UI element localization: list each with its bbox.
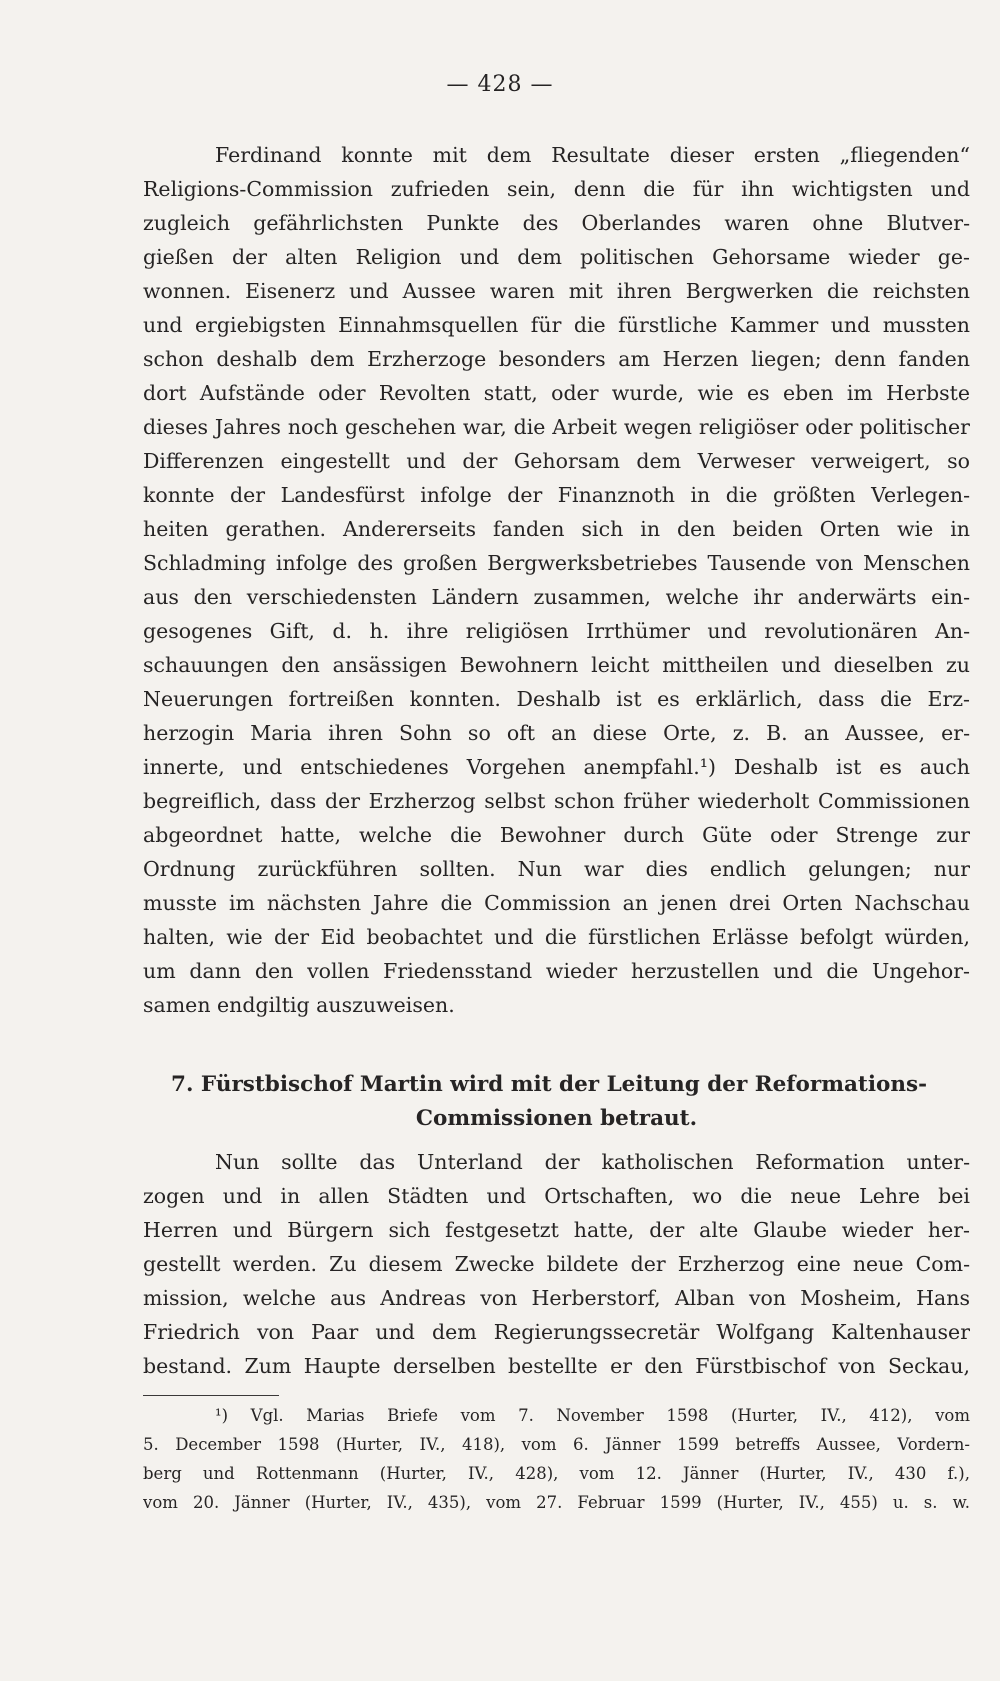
text-line: Ferdinand konnte mit dem Resultate dieser ersten „fliegenden“ [215,143,970,167]
text-line: samen endgiltig auszuweisen. [143,993,455,1017]
text-line: musste im nächsten Jahre die Commission an jenen drei Orten Nachschau [143,891,970,915]
section-heading-line: Commissionen betraut. [415,1106,698,1131]
text-line: Nun sollte das Unterland der katholischen Reformation unter- [215,1150,970,1174]
text-line: wonnen. Eisenerz und Aussee waren mit ihren Bergwerken die reichsten [143,279,970,303]
text-line: Neuerungen fortreißen konnten. Deshalb ist es erklärlich, dass die Erz- [143,687,970,711]
footnote-line: vom 20. Jänner (Hurter, IV., 435), vom 27. Februar 1599 (Hurter, IV., 455) u. s. w. [143,1493,970,1512]
text-line: zogen und in allen Städten und Ortschaften, wo die neue Lehre bei [143,1184,970,1208]
text-line: konnte der Landesfürst infolge der Finanznoth in die größten Verlegen- [143,483,970,507]
text-line: Friedrich von Paar und dem Regierungssecretär Wolfgang Kaltenhauser [143,1320,970,1344]
footnote-line: ¹) Vgl. Marias Briefe vom 7. November 1598 (Hurter, IV., 412), vom [215,1406,970,1425]
text-line: gießen der alten Religion und dem politischen Gehorsame wieder ge- [143,245,970,269]
body-paragraph-2 [143,1145,970,1383]
text-line: um dann den vollen Friedensstand wieder herzustellen und die Ungehor- [143,959,970,983]
text-line: Religions-Commission zufrieden sein, denn die für ihn wichtigsten und [143,177,970,201]
text-line: gesogenes Gift, d. h. ihre religiösen Irrthümer und revolutionären An- [143,619,970,643]
text-line: aus den verschiedensten Ländern zusammen, welche ihr anderwärts ein- [143,585,970,609]
text-line: Schladming infolge des großen Bergwerksbetriebes Tausende von Menschen [143,551,970,575]
text-line: bestand. Zum Haupte derselben bestellte er den Fürstbischof von Seckau, [143,1354,970,1378]
section-heading-line: 7. Fürstbischof Martin wird mit der Leitung der Reformations- [171,1072,928,1097]
text-line: herzogin Maria ihren Sohn so oft an diese Orte, z. B. an Aussee, er- [143,721,970,745]
text-line: und ergiebigsten Einnahmsquellen für die fürstliche Kammer und mussten [143,313,970,337]
text-line: begreiflich, dass der Erzherzog selbst schon früher wiederholt Commissionen [143,789,970,813]
text-line: abgeordnet hatte, welche die Bewohner durch Güte oder Strenge zur [143,823,970,847]
text-line: innerte, und entschiedenes Vorgehen anempfahl.¹) Deshalb ist es auch [143,755,970,779]
section-heading [143,1068,970,1136]
text-line: Herren und Bürgern sich festgesetzt hatte, der alte Glaube wieder her- [143,1218,970,1242]
text-line: halten, wie der Eid beobachtet und die fürstlichen Erlässe befolgt würden, [143,925,970,949]
text-line: schauungen den ansässigen Bewohnern leicht mittheilen und dieselben zu [143,653,970,677]
text-line: Ordnung zurückführen sollten. Nun war dies endlich gelungen; nur [143,857,970,881]
footnote-divider [143,1395,279,1396]
footnote-line: 5. December 1598 (Hurter, IV., 418), vom 6. Jänner 1599 betreffs Aussee, Vordern- [143,1435,970,1454]
page-number: — 428 — [446,72,554,97]
text-line: Differenzen eingestellt und der Gehorsam dem Verweser verweigert, so [143,449,970,473]
text-line: dieses Jahres noch geschehen war, die Arbeit wegen religiöser oder politischer [143,415,970,439]
footnote-line: berg und Rottenmann (Hurter, IV., 428), vom 12. Jänner (Hurter, IV., 430 f.), [143,1464,970,1483]
text-line: mission, welche aus Andreas von Herberstorf, Alban von Mosheim, Hans [143,1286,970,1310]
text-line: gestellt werden. Zu diesem Zwecke bildete der Erzherzog eine neue Com- [143,1252,970,1276]
text-line: zugleich gefährlichsten Punkte des Oberlandes waren ohne Blutver- [143,211,970,235]
footnotes [143,1401,970,1517]
text-line: dort Aufstände oder Revolten statt, oder wurde, wie es eben im Herbste [143,381,970,405]
body-paragraph-1 [143,138,970,1022]
text-line: schon deshalb dem Erzherzoge besonders am Herzen liegen; denn fanden [143,347,970,371]
text-line: heiten gerathen. Andererseits fanden sich in den beiden Orten wie in [143,517,970,541]
